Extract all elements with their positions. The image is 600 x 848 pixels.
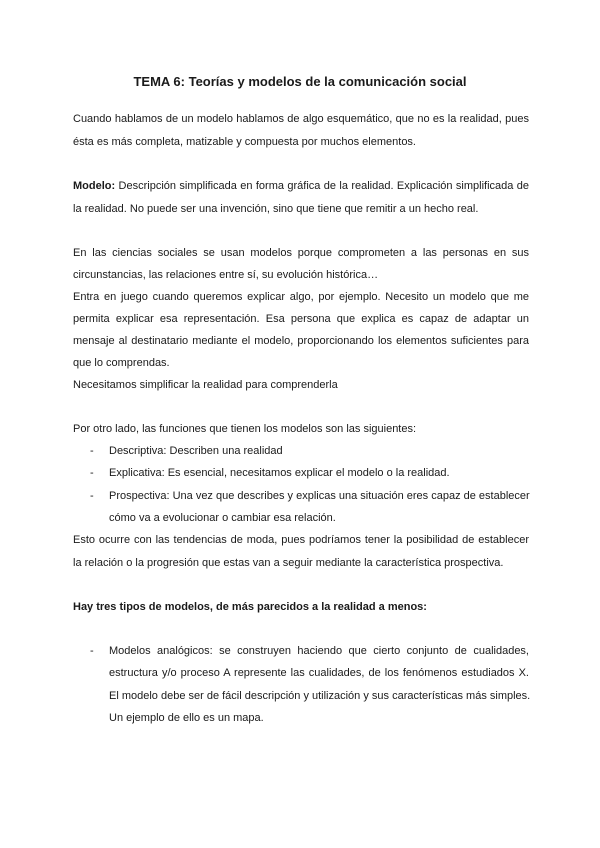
tipos-heading: Hay tres tipos de modelos, de más parecidos a la realidad a menos: [73,601,427,613]
tipo-dash: - [90,645,94,657]
page-title: TEMA 6: Teorías y modelos de la comunicación social [133,74,467,89]
funcion-descriptiva: Descriptiva: Describen una realidad [109,445,283,457]
tipo-analogico-4: Un ejemplo de ello es un mapa. [109,712,264,724]
tipo-analogico-1: Modelos analógicos: se construyen haciendo que cierto conjunto de cualidades, [109,645,529,657]
modelo-line-1 [73,179,529,193]
funcion-prospectiva-2: cómo va a evolucionar o cambiar esa relación. [109,512,336,524]
tipo-analogico-3: El modelo debe ser de fácil descripción y utilización y sus características más simples. [109,690,531,702]
modelo-label: Modelo: [73,180,116,192]
funcion-dash: - [90,490,94,502]
intro-line-1: Cuando hablamos de un modelo hablamos de algo esquemático, que no es la realidad, pues [73,113,529,125]
sociales-line-4: permita explicar esa representación. Esa persona que explica es capaz de adaptar un [73,313,529,325]
sociales-line-3: Entra en juego cuando queremos explicar algo, por ejemplo. Necesito un modelo que me [73,291,529,303]
funciones-intro: Por otro lado, las funciones que tienen los modelos son las siguientes: [73,423,417,435]
tipo-analogico-2: estructura y/o proceso A represente las cualidades, de los fenómenos estudiados X. [109,667,529,679]
funcion-prospectiva-1: Prospectiva: Una vez que describes y explicas una situación eres capaz de establecer [109,490,530,502]
sociales-line-1: En las ciencias sociales se usan modelos porque comprometen a las personas en sus [73,247,529,259]
intro-line-2: ésta es más completa, matizable y compuesta por muchos elementos. [73,136,416,148]
modelo-text: Descripción simplificada en forma gráfica de la realidad. Explicación simplificada de [115,180,529,192]
funcion-dash: - [90,467,94,479]
tendencias-line-1: Esto ocurre con las tendencias de moda, pues podríamos tener la posibilidad de establecer [73,534,529,546]
tendencias-line-2: la relación o la progresión que estas van a seguir mediante la característica prospectiva. [73,557,504,569]
funcion-explicativa: Explicativa: Es esencial, necesitamos explicar el modelo o la realidad. [109,467,450,479]
sociales-line-5: mensaje al destinatario mediante el modelo, proporcionando los elementos suficientes para [73,335,529,347]
sociales-line-7: Necesitamos simplificar la realidad para comprenderla [73,379,338,391]
sociales-line-2: circunstancias, las relaciones entre sí, su evolución histórica… [73,269,379,281]
sociales-line-6: que lo comprendas. [73,357,170,369]
funcion-dash: - [90,445,94,457]
modelo-line-2: la realidad. No puede ser una invención, sino que tiene que remitir a un hecho real. [73,203,479,215]
